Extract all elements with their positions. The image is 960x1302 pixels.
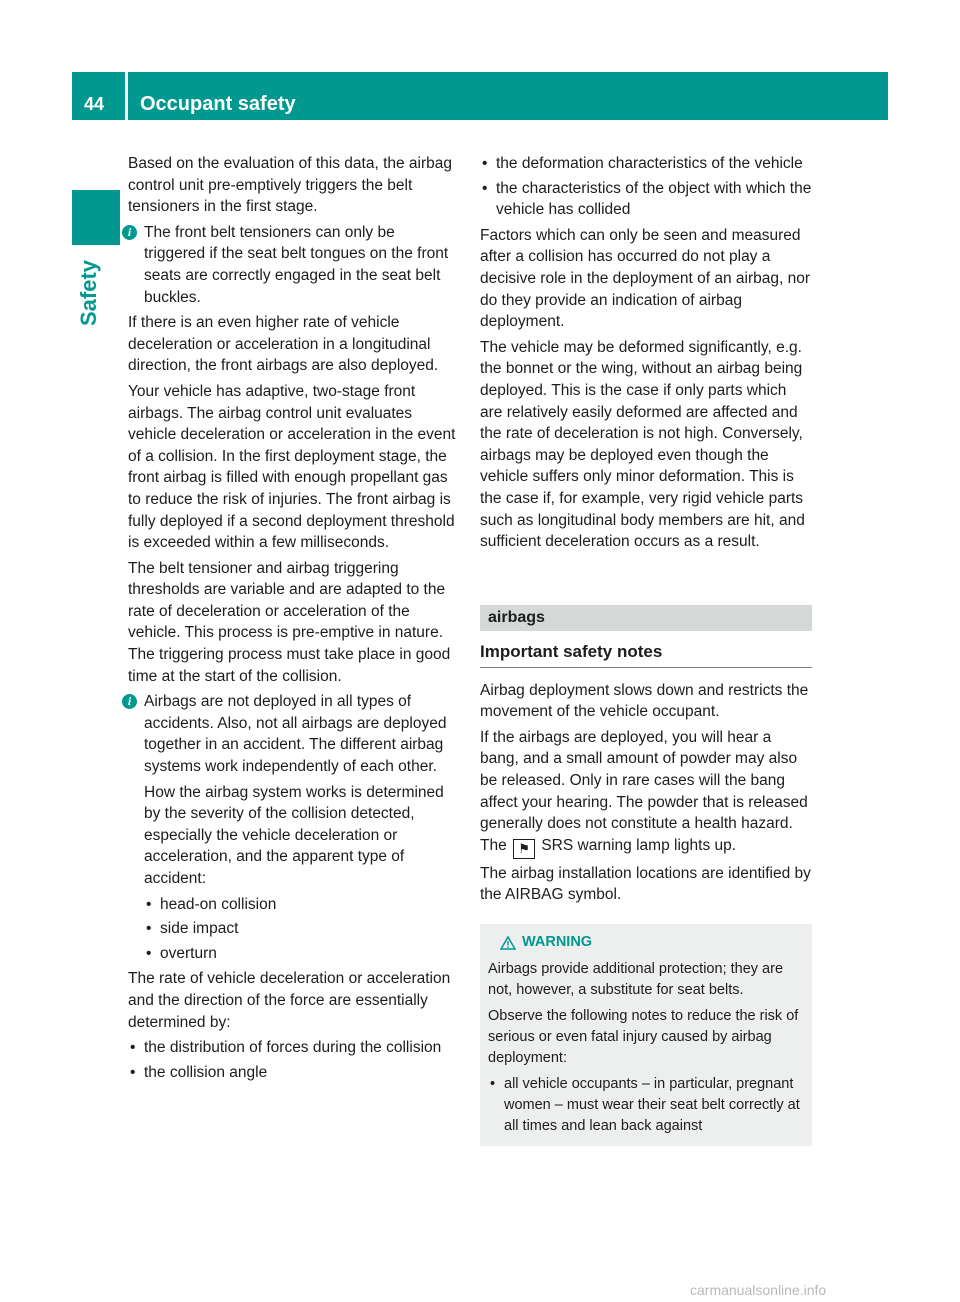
paragraph-text: If the airbags are deployed, you will hear a bang, and a small amount of powder may also be released. Only in rare cases will the bang affect your hearing. The powder that is released generally does not constitute a health hazard. The — [480, 728, 808, 854]
paragraph: The belt tensioner and airbag triggering thresholds are variable and are adapted to the rate of deceleration or acceleration of the vehicle. This process is pre-emptive in nature. The triggering process must take place in good time at the start of the collision. — [128, 559, 451, 685]
side-tab — [72, 250, 120, 330]
bullet-list — [488, 1074, 804, 1137]
paragraph: Your vehicle has adaptive, two-stage front airbags. The airbag control unit evaluates vehicle deceleration or acceleration in the event of a collision. In the first deployment stage, the front airbag is filled with enough propellant gas to reduce the risk of injuries. The front airbag is fully deployed if a second deployment threshold is exceeded within a few milliseconds. — [128, 382, 456, 552]
right-column — [480, 153, 812, 1146]
paragraph: Factors which can only be seen and measured after a collision has occurred do not play a decisive role in the deployment of an airbag, nor do they provide an indication of airbag deployment. — [480, 226, 811, 331]
paragraph: Airbag deployment slows down and restricts the movement of the vehicle occupant. — [480, 681, 809, 721]
paragraph: The airbag installation locations are identified by the AIRBAG symbol. — [480, 864, 811, 904]
list-item: • the distribution of forces during the collision — [128, 1037, 460, 1059]
warning-header — [488, 932, 804, 953]
info-icon: i — [122, 225, 137, 240]
paragraph: If there is an even higher rate of vehicle deceleration or acceleration in a longitudinal direction, the front airbags are also deployed. — [128, 314, 439, 375]
paragraph: Based on the evaluation of this data, the airbag control unit pre-emptively triggers the belt tensioners in the first stage. — [128, 155, 453, 216]
left-column — [128, 153, 460, 1087]
side-tab-label: Safety — [76, 259, 101, 326]
paragraph: The rate of vehicle deceleration or acceleration and the direction of the force are essentially determined by: — [128, 970, 451, 1031]
list-item: • the deformation characteristics of the vehicle — [480, 153, 812, 175]
warning-box — [480, 924, 812, 1146]
info-note — [128, 222, 460, 308]
warning-triangle-icon — [500, 936, 516, 950]
list-item: • the collision angle — [128, 1062, 460, 1084]
side-tab-block — [72, 190, 120, 245]
section-heading: airbags — [480, 605, 812, 631]
bullet-list — [144, 894, 460, 965]
info-note — [128, 691, 460, 964]
list-item: • all vehicle occupants – in particular, pregnant women – must wear their seat belt correctly at all times and lean back against — [488, 1074, 804, 1137]
page-title: Occupant safety — [140, 93, 296, 115]
info-text: How the airbag system works is determined by the severity of the collision detected, especially the vehicle deceleration or acceleration, and the apparent type of accident: — [144, 783, 444, 887]
subheading: Important safety notes — [480, 641, 812, 668]
list-item: • the characteristics of the object with which the vehicle has collided — [480, 178, 812, 221]
warning-text: Observe the following notes to reduce the risk of serious or even fatal injury caused by airbag deployment: — [488, 1008, 799, 1067]
paragraph: The vehicle may be deformed significantly, e.g. the bonnet or the wing, without an airbag being deployed. This is the case if only parts which are relatively easily deformed are affected and the rate of deceleration is not high. Conversely, airbags may be deployed even though the vehicle suffers only minor deformation. This is the case if, for example, very rigid vehicle parts such as longitudinal body members are hit, and sufficient deceleration occurs as a result. — [480, 338, 805, 551]
list-item: • overturn — [144, 943, 460, 965]
paragraph-text: SRS warning lamp lights up. — [541, 836, 737, 854]
warning-text: Airbags provide additional protection; they are not, however, a substitute for seat belts. — [488, 961, 784, 999]
info-text: Airbags are not deployed in all types of accidents. Also, not all airbags are deployed together in an accident. The different airbag systems work independently of each other. — [144, 693, 447, 776]
bullet-list — [480, 153, 812, 221]
info-text: The front belt tensioners can only be triggered if the seat belt tongues on the front seats are correctly engaged in the seat belt buckles. — [144, 223, 449, 306]
warning-title: WARNING — [522, 934, 593, 951]
srs-warning-lamp-icon: ⚑ — [513, 839, 535, 859]
bullet-list — [128, 1037, 460, 1083]
header-divider — [125, 72, 128, 120]
paragraph — [480, 727, 812, 859]
list-item: • side impact — [144, 918, 460, 940]
watermark: carmanualsonline.info — [690, 1282, 827, 1298]
page-number: 44 — [84, 94, 105, 114]
info-icon: i — [122, 694, 137, 709]
list-item: • head-on collision — [144, 894, 460, 916]
